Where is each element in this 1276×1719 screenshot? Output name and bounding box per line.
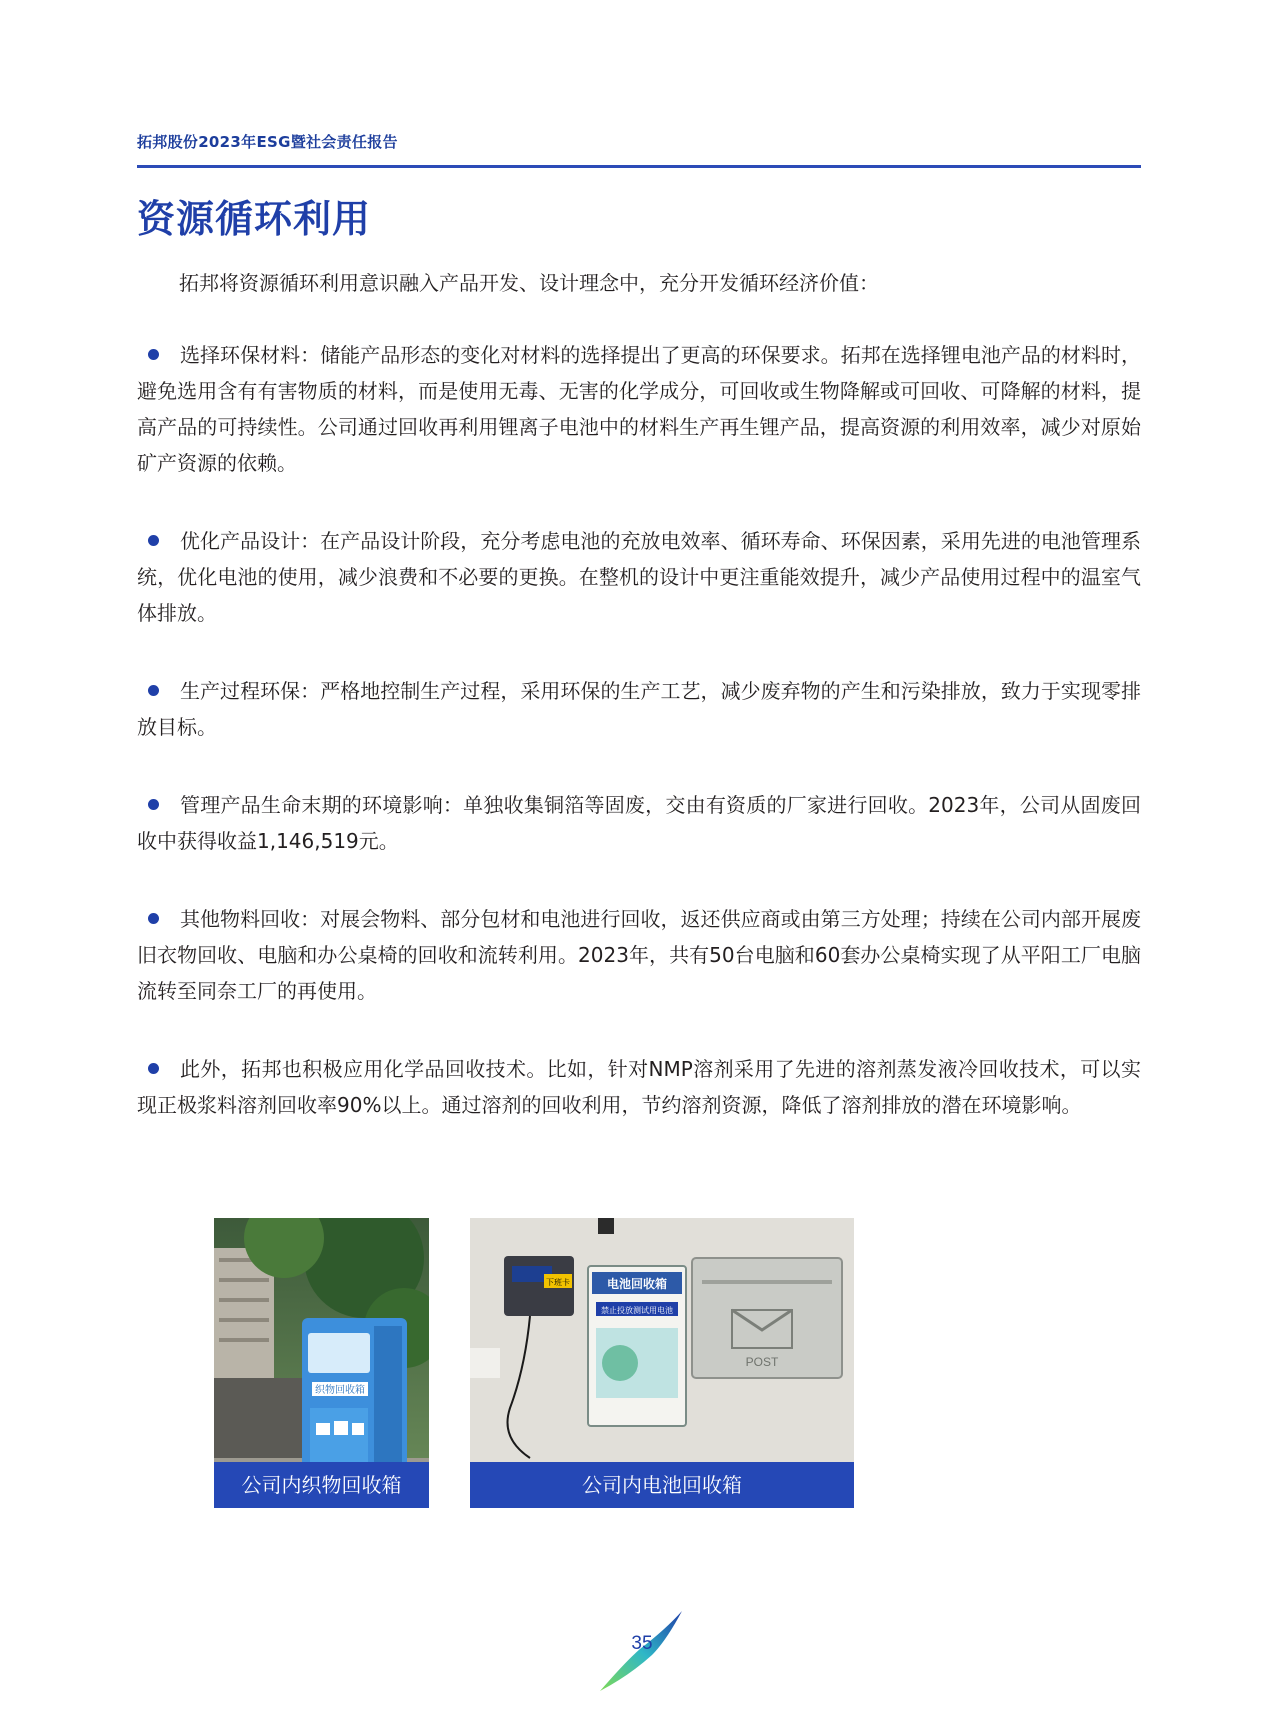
bullet-text: 其他物料回收：对展会物料、部分包材和电池进行回收，返还供应商或由第三方处理；持续在公司内部开展废旧衣物回收、电脑和办公桌椅的回收和流转利用。2023年，共有50台电脑和60套办公桌椅实现了从平阳工厂电脑流转至同奈工厂的再使用。 xyxy=(137,907,1141,1003)
page-title: 资源循环利用 xyxy=(137,197,372,241)
header-divider xyxy=(137,165,1141,168)
bullet-text: 生产过程环保：严格地控制生产过程，采用环保的生产工艺，减少废弃物的产生和污染排放，致力于实现零排放目标。 xyxy=(137,679,1141,739)
intro-paragraph: 拓邦将资源循环利用意识融入产品开发、设计理念中，充分开发循环经济价值： xyxy=(179,271,879,295)
bullet-item xyxy=(137,523,1141,631)
bullet-text: 管理产品生命末期的环境影响：单独收集铜箔等固废，交由有资质的厂家进行回收。2023年，公司从固废回收中获得收益1,146,519元。 xyxy=(137,793,1141,853)
textile-photo-caption: 公司内织物回收箱 xyxy=(214,1462,429,1508)
page-number: 35 xyxy=(631,1633,653,1654)
report-header-title: 拓邦股份2023年ESG暨社会责任报告 xyxy=(137,133,398,151)
bullet-dot-icon xyxy=(148,1063,159,1074)
clock-badge-text: 下班卡 xyxy=(546,1278,570,1287)
bullet-dot-icon xyxy=(148,799,159,810)
bullet-item xyxy=(137,337,1141,481)
battery-box-subtext: 禁止投放测试用电池 xyxy=(601,1306,673,1315)
bullet-list xyxy=(137,337,1141,1165)
bullet-text: 选择环保材料：储能产品形态的变化对材料的选择提出了更高的环保要求。拓邦在选择锂电池产品的材料时，避免选用含有有害物质的材料，而是使用无毒、无害的化学成分，可回收或生物降解或可回收、可降解的材料，提高产品的可持续性。公司通过回收再利用锂离子电池中的材料生产再生锂产品，提高资源的利用效率，减少对原始矿产资源的依赖。 xyxy=(137,343,1141,475)
battery-photo-caption: 公司内电池回收箱 xyxy=(470,1462,854,1508)
bullet-dot-icon xyxy=(148,349,159,360)
bullet-item xyxy=(137,787,1141,859)
bullet-dot-icon xyxy=(148,913,159,924)
bullet-dot-icon xyxy=(148,685,159,696)
bullet-text: 此外，拓邦也积极应用化学品回收技术。比如，针对NMP溶剂采用了先进的溶剂蒸发液冷回收技术，可以实现正极浆料溶剂回收率90%以上。通过溶剂的回收利用，节约溶剂资源，降低了溶剂排放的潜在环境影响。 xyxy=(137,1057,1141,1117)
bullet-item xyxy=(137,1051,1141,1123)
battery-box-sign: 电池回收箱 xyxy=(606,1277,668,1291)
bullet-dot-icon xyxy=(148,535,159,546)
bullet-item xyxy=(137,673,1141,745)
bullet-item xyxy=(137,901,1141,1009)
post-box-label: POST xyxy=(745,1355,779,1369)
textile-box-sign: 织物回收箱 xyxy=(315,1385,365,1396)
bullet-text: 优化产品设计：在产品设计阶段，充分考虑电池的充放电效率、循环寿命、环保因素，采用先进的电池管理系统，优化电池的使用，减少浪费和不必要的更换。在整机的设计中更注重能效提升，减少产品使用过程中的温室气体排放。 xyxy=(137,529,1141,625)
